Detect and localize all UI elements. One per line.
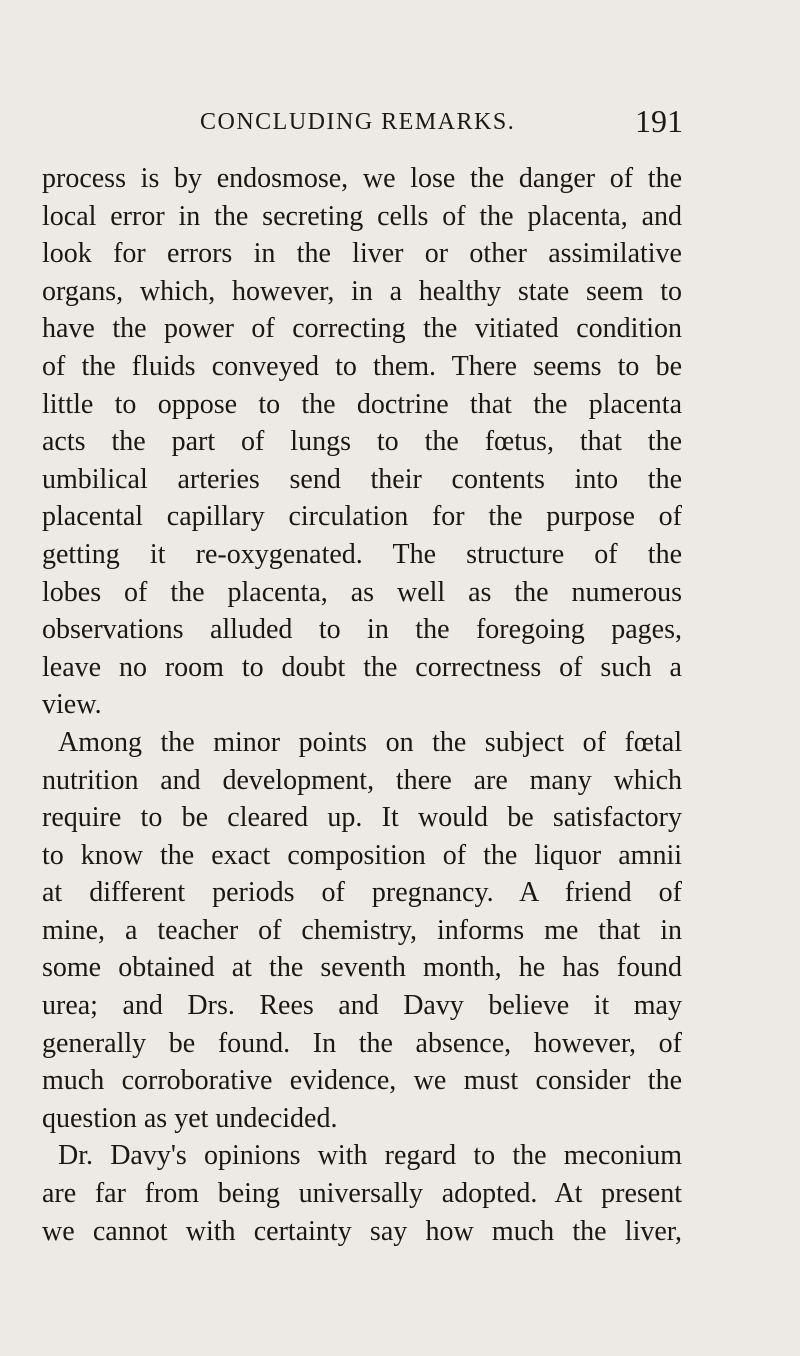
page-number: 191 [635, 103, 683, 139]
text-line: much corroborative evidence, we must consider the [42, 1065, 682, 1097]
text-line: lobes of the placenta, as well as the numerous [42, 576, 682, 608]
running-title: CONCLUDING REMARKS. [200, 109, 516, 135]
text-line: of the fluids conveyed to them. There seems to be [42, 350, 682, 382]
text-line: question as yet undecided. [42, 1102, 338, 1134]
text-line: at different periods of pregnancy. A friend of [42, 877, 682, 909]
text-line: process is by endosmose, we lose the danger of the [42, 163, 682, 194]
paragraph-start-line: Among the minor points on the subject of fœtal [58, 726, 682, 758]
text-line: organs, which, however, in a healthy state seem to [42, 275, 682, 307]
text-line: view. [42, 689, 102, 721]
running-head [0, 103, 800, 143]
text-line: acts the part of lungs to the fœtus, that the [42, 426, 682, 458]
text-line: have the power of correcting the vitiated condition [42, 313, 682, 345]
text-line: observations alluded to in the foregoing pages, [42, 614, 682, 646]
text-line: umbilical arteries send their contents into the [42, 463, 682, 495]
text-line: require to be cleared up. It would be satisfactory [42, 802, 682, 834]
text-line: we cannot with certainty say how much the liver, [42, 1215, 682, 1247]
text-line: placental capillary circulation for the purpose of [42, 501, 682, 533]
text-line: some obtained at the seventh month, he has found [42, 952, 682, 984]
text-line: generally be found. In the absence, however, of [42, 1027, 682, 1059]
text-line: local error in the secreting cells of the placenta, and [42, 200, 682, 232]
text-line: nutrition and development, there are many which [42, 764, 682, 796]
text-line: are far from being universally adopted. At present [42, 1178, 682, 1210]
text-line: mine, a teacher of chemistry, informs me that in [42, 914, 682, 946]
body-text [42, 160, 682, 1250]
paragraph-start-line: Dr. Davy's opinions with regard to the meconium [58, 1140, 682, 1172]
text-line: urea; and Drs. Rees and Davy believe it may [42, 990, 682, 1022]
text-line: little to oppose to the doctrine that the placenta [42, 388, 682, 420]
text-line: leave no room to doubt the correctness of such a [42, 651, 682, 683]
text-line: to know the exact composition of the liquor amnii [42, 839, 682, 871]
text-line: look for errors in the liver or other assimilative [42, 238, 682, 270]
text-line: getting it re-oxygenated. The structure of the [42, 538, 682, 570]
